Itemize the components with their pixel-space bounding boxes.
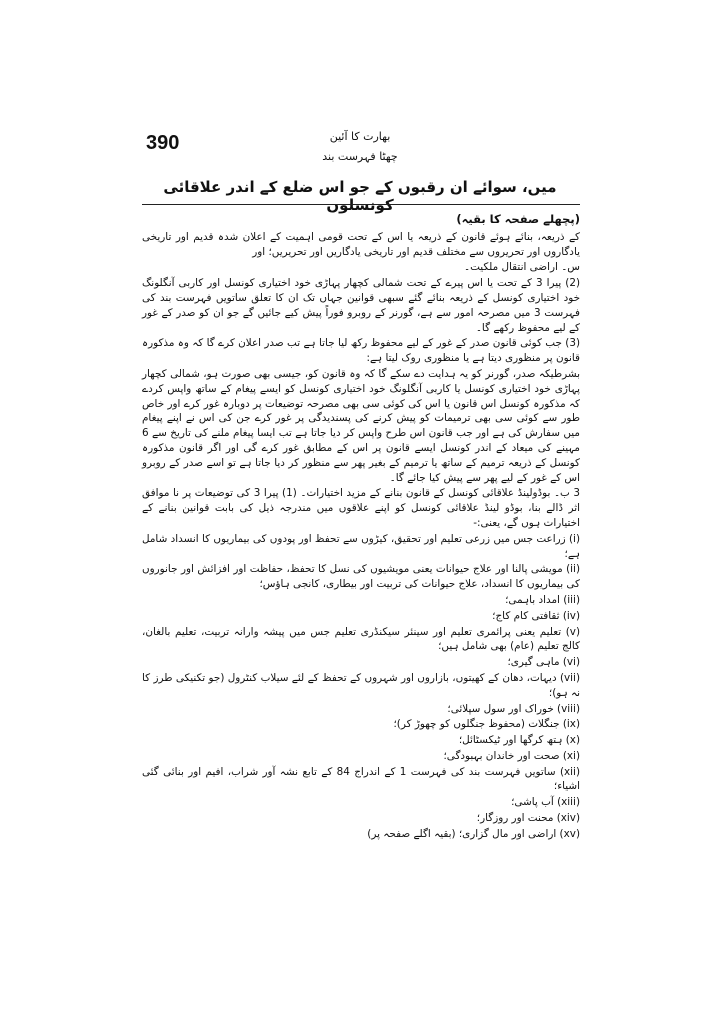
list-item: (xv) اراضی اور مال گزاری؛ (بقیہ اگلے صفحہ پر)	[367, 827, 580, 840]
chapter-title: میں، سوائے ان رقبوں کے جو اس ضلع کے اندر علاقائی کونسلوں	[163, 178, 557, 214]
list-item: (vii) دیہات، دھان کے کھیتوں، بازاروں اور شہروں کے تحفظ کے لئے سیلاب کنٹرول (جو تکنیکی طرز کا نہ ہو)؛	[142, 671, 580, 699]
header-divider	[142, 204, 580, 205]
list-item: (xi) صحت اور خاندان بہبودگی؛	[443, 749, 580, 762]
list-item: (iii) امداد باہمی؛	[505, 593, 580, 606]
list-item: (x) ہتھ کرگھا اور ٹیکسٹائل؛	[458, 734, 580, 747]
paragraph: کے ذریعہ، بنائے ہوئے قانون کے ذریعہ یا اس کے تحت قومی اہمیت کے اعلان شدہ قدیم اور تاریخی یادگاروں اور تحریروں سے مختلف قدیم اور تاریخی یادگاریں اور تحریریں؛ اور	[142, 230, 580, 258]
page-number: 390	[146, 132, 180, 154]
list-item: (iv) ثقافتی کام کاج؛	[492, 609, 580, 622]
list-item: (ix) جنگلات (محفوظ جنگلوں کو چھوڑ کر)؛	[393, 718, 580, 731]
list-item: (xiii) آب پاشی؛	[511, 796, 580, 809]
page-header-subtitle: چھٹا فہرست بند	[322, 150, 398, 163]
list-item: (i) زراعت جس میں زرعی تعلیم اور تحقیق، کیڑوں سے تحفظ اور پودوں کی بیماریوں کا انسداد شامل ہے؛	[142, 532, 580, 560]
paragraph: س۔ اراضی انتقال ملکیت۔	[463, 261, 580, 274]
list-item: (xiv) محنت اور روزگار؛	[476, 812, 580, 825]
paragraph: (3) جب کوئی قانون صدر کے غور کے لیے محفوظ رکھ لیا جاتا ہے تب صدر اعلان کرے گا کہ وہ مذکورہ قانون پر منظوری دیتا ہے یا منظوری روک لیتا ہے:	[142, 337, 580, 365]
continued-note: (پچھلے صفحہ کا بقیہ)	[456, 212, 580, 226]
paragraph: بشرطیکہ صدر، گورنر کو یہ ہدایت دے سکے گا کہ وہ قانون کو، جیسی بھی صورت ہو، شمالی کچھار پہاڑی خود اختیاری کونسل یا کاربی آنگلونگ خود اختیاری کونسل کو ایسے پیغام کے ساتھ واپس کردے کہ مذکورہ کونسل اس قانون یا اس کی کوئی سی بھی مصرحہ توضیعات پر دوبارہ غور کرے اور خاص طور سے کوئی سی بھی ترمیمات کو پیش کرنے کی پسندیدگی پر غور کرے جن کی اس نے اپنے پیغام میں سفارش کی ہے اور جب قانون اس طرح واپس کر دیا جاتا ہے تب ایسا پیغام ملنے کی تاریخ سے 6 مہینے کی میعاد کے اندر کونسل ایسے قانون پر اس کے مطابق غور کرے گی اور اگر قانون مذکورہ کونسل کے ذریعہ ترمیم کے ساتھ یا ترمیم کے بغیر پھر سے منظور کر دیا جاتا ہے تو اسے صدر کے روبرو اس کے غور کے لیے پھر سے پیش کیا جائے گا۔	[142, 367, 580, 484]
list-item: (viii) خوراک اور سول سپلائی؛	[447, 702, 580, 715]
list-item: (vi) ماہی گیری؛	[507, 656, 580, 669]
list-item: (ii) مویشی پالنا اور علاج حیوانات یعنی مویشیوں کی نسل کا تحفظ، حفاظت اور افزائش اور جانوروں کی بیماریوں کا انسداد، علاج حیوانات کی تربیت اور بیطاری، کانجی ہاؤس؛	[142, 563, 580, 591]
list-item: (v) تعلیم یعنی پرائمری تعلیم اور سینئر سیکنڈری تعلیم جس میں پیشہ وارانہ تربیت، تعلیم بالغان، کالج تعلیم (عام) بھی شامل ہیں؛	[142, 625, 580, 653]
list-item: (xii) ساتویں فہرست بند کی فہرست 1 کے اندراج 84 کے تابع نشہ آور شراب، افیم اور بنائی گئی اشیاء؛	[142, 765, 580, 793]
page-header-title: بھارت کا آئین	[329, 130, 391, 143]
document-body	[142, 212, 580, 843]
paragraph: (2) پیرا 3 کے تحت یا اس پیرے کے تحت شمالی کچھار پہاڑی خود اختیاری کونسل اور کاربی آنگلونگ خود اختیاری کونسل کے ذریعہ بنائے گئے سبھی قوانین جہاں تک ان کا تعلق ساتویں فہرست بند کی فہرست 3 میں مصرحہ امور سے ہے، گورنر کے روبرو فوراً پیش کیے جائیں گے جو ان کو صدر کے غور کے لیے محفوظ رکھے گا۔	[142, 277, 580, 334]
paragraph: 3 ب۔ بوڈولینڈ علاقائی کونسل کے قانون بنانے کے مزید اختیارات۔ (1) پیرا 3 کی توضیعات پر نا موافق اثر ڈالے بنا، بوڈو لینڈ علاقائی کونسل کو اپنے علاقوں میں مندرجہ ذیل کی بابت قوانین بنانے کے اختیارات ہوں گے، یعنی:-	[142, 487, 581, 529]
